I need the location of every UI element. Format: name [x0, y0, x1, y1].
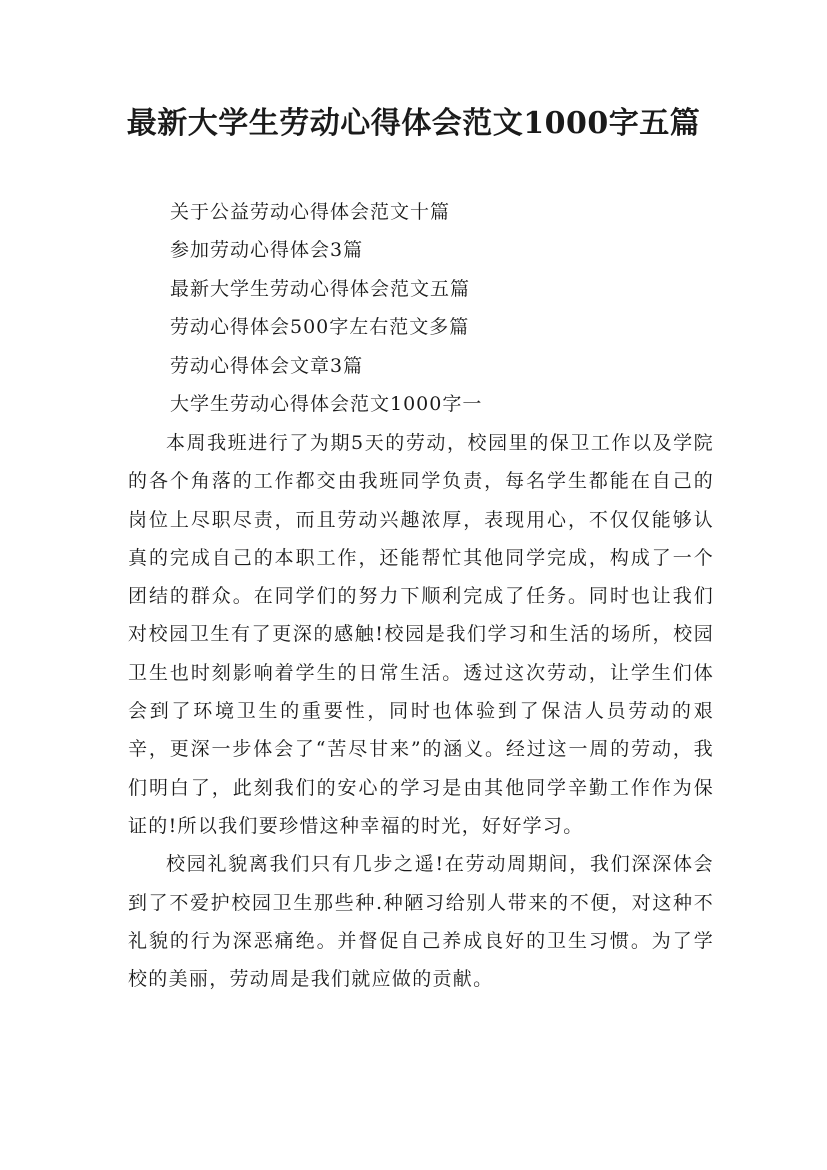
related-article-item: 参加劳动心得体会3篇 — [170, 239, 364, 262]
body-paragraph: 校园礼貌离我们只有几步之遥!在劳动周期间，我们深深体会到了不爱护校园卫生那些种.种陋习给别人带来的不便，对这种不礼貌的行为深恶痛绝。并督促自己养成良好的卫生习惯。为了学校的美丽，劳动周是我们就应做的贡献。 — [128, 853, 714, 991]
related-article-item: 劳动心得体会文章3篇 — [170, 354, 364, 377]
document-title: 最新大学生劳动心得体会范文1000字五篇 — [126, 106, 701, 141]
related-articles-list — [170, 193, 730, 423]
body-paragraph: 本周我班进行了为期5天的劳动，校园里的保卫工作以及学院的各个角落的工作都交由我班同学负责，每名学生都能在自己的岗位上尽职尽责，而且劳动兴趣浓厚，表现用心，不仅仅能够认真的完成自己的本职工作，还能帮忙其他同学完成，构成了一个团结的群众。在同学们的努力下顺利完成了任务。同时也让我们对校园卫生有了更深的感触!校园是我们学习和生活的场所，校园卫生也时刻影响着学生的日常生活。透过这次劳动，让学生们体会到了环境卫生的重要性，同时也体验到了保洁人员劳动的艰辛，更深一步体会了“苦尽甘来”的涵义。经过这一周的劳动，我们明白了，此刻我们的安心的学习是由其他同学辛勤工作作为保证的!所以我们要珍惜这种幸福的时光，好好学习。 — [128, 432, 714, 837]
related-article-item: 最新大学生劳动心得体会范文五篇 — [170, 277, 471, 300]
document-body — [128, 424, 714, 998]
section-heading: 大学生劳动心得体会范文1000字一 — [170, 392, 483, 415]
related-article-item: 关于公益劳动心得体会范文十篇 — [170, 201, 451, 223]
related-article-item: 劳动心得体会500字左右范文多篇 — [170, 316, 470, 339]
